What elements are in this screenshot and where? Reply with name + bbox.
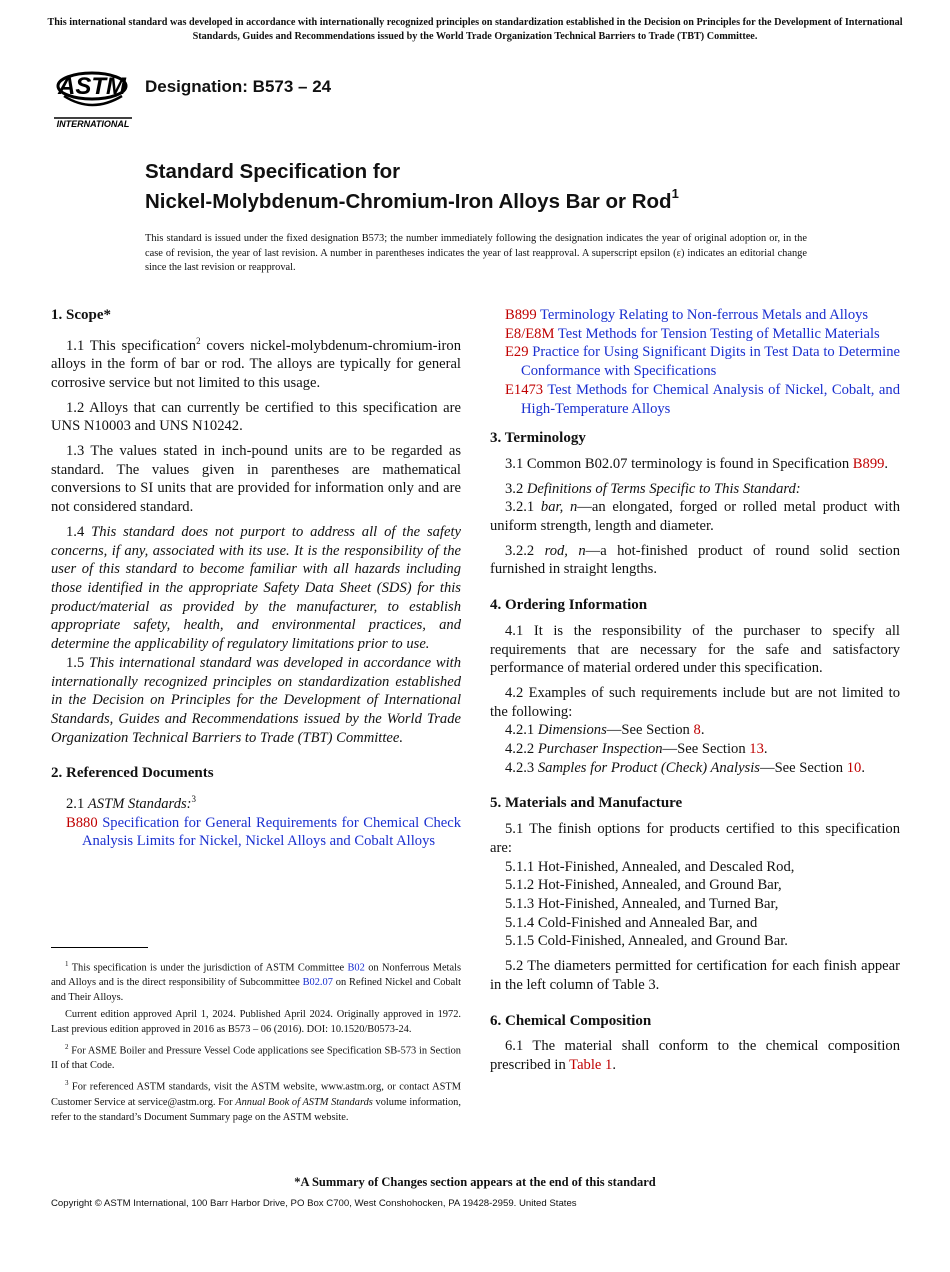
reference-item[interactable]: E1473 Test Methods for Chemical Analysis of Nickel, Cobalt, and High-Temperature Alloys xyxy=(505,381,900,417)
para-1-1: 1.1 This specification$^2$ covers nickel-molybdenum-chromium-iron alloys in the form of bar or rod. The alloys are typically for general corrosive service but not limited to this usage. xyxy=(51,335,461,391)
para-5-1: 5.1 The finish options for products certified to this specification are: xyxy=(490,821,900,856)
para-3-1: 3.1 Common B02.07 terminology is found in Specification B899. xyxy=(505,455,889,472)
footnote-1-edition: Current edition approved April 1, 2024. Published April 2024. Originally approved in 1972. Last previous edition approved in 2016 as B573 – 06 (2016). DOI: 10.1520/B0573-24. xyxy=(51,1009,461,1036)
section-6-heading: 6. Chemical Composition xyxy=(490,1012,652,1029)
table-1-link[interactable]: Table 1 xyxy=(569,1056,613,1073)
title-footnote-ref[interactable]: 1 xyxy=(671,186,679,201)
title-line-1: Standard Specification for xyxy=(145,160,401,183)
section-2-heading: 2. Referenced Documents xyxy=(51,765,214,782)
right-column xyxy=(490,306,900,1081)
document-title xyxy=(145,160,679,214)
section-1-heading: 1. Scope* xyxy=(51,307,111,323)
list-item: 5.1.2 Hot-Finished, Annealed, and Ground Bar, xyxy=(505,877,782,894)
copyright: Copyright © ASTM International, 100 Barr Harbor Drive, PO Box C700, West Conshohocken, PA 19428-2959. United States xyxy=(51,1198,577,1209)
para-4-2-1: 4.2.1 Dimensions—See Section 8. xyxy=(505,722,705,739)
para-1-3: 1.3 The values stated in inch-pound units are to be regarded as standard. The values given in parentheses are mathematical conversions to SI units that are provided for information only and are not considered standard. xyxy=(51,443,461,516)
list-item: 5.1.4 Cold-Finished and Annealed Bar, and xyxy=(505,914,758,931)
para-4-1: 4.1 It is the responsibility of the purchaser to specify all requirements that are necessary for the safe and satisfactory performance of material ordered under this specification. xyxy=(490,622,900,677)
designation: Designation: B573 – 24 xyxy=(145,77,332,96)
reference-item[interactable]: B880 Specification for General Requirements for Chemical Check Analysis Limits for Nickel, Nickel Alloys and Cobalt Alloys xyxy=(66,814,461,850)
footnote-2: $^2$ For ASME Boiler and Pressure Vessel Code applications see Specification SB-573 in Section II of that Code. xyxy=(51,1043,461,1072)
footnote-ref-2[interactable]: 2 xyxy=(196,335,201,346)
section-3-heading: 3. Terminology xyxy=(490,430,586,447)
reference-item[interactable]: E8/E8M Test Methods for Tension Testing of Metallic Materials xyxy=(505,325,880,342)
section-4-heading: 4. Ordering Information xyxy=(490,597,648,614)
logo-text: ASTM xyxy=(58,73,126,100)
para-4-2-2: 4.2.2 Purchaser Inspection—See Section 13. xyxy=(505,741,768,758)
title-line-2: Nickel-Molybdenum-Chromium-Iron Alloys Bar or Rod xyxy=(145,189,672,213)
footnote-divider xyxy=(51,947,148,948)
wto-notice: This international standard was developed in accordance with internationally recognized principles on standardization established in the Decision on Principles for the Development of International Standards, Guides and Recommendations issued by the World Trade Organization Technical Barriers to Trade (TBT) Committee. xyxy=(47,17,903,42)
para-1-5: 1.5 This international standard was developed in accordance with internationally recognized principles on standardization established in the Decision on Principles for the Development of International Standards, Guides and Recommendations issued by the World Trade Organization Technical Barriers to Trade (TBT) Committee. xyxy=(51,654,462,746)
b899-link[interactable]: B899 xyxy=(852,455,885,472)
list-item: 5.1.1 Hot-Finished, Annealed, and Descaled Rod, xyxy=(505,858,795,875)
para-3-2-1: 3.2.1 bar, n—an elongated, forged or rolled metal product with uniform strength, length and diameter. xyxy=(490,499,901,535)
section-5-heading: 5. Materials and Manufacture xyxy=(490,795,683,812)
para-3-2-2: 3.2.2 rod, n—a hot-finished product of round solid section furnished in straight lengths. xyxy=(490,542,901,578)
reference-item[interactable]: E29 Practice for Using Significant Digits in Test Data to Determine Conformance with Specifications xyxy=(505,344,900,380)
logo-subtext: INTERNATIONAL xyxy=(56,119,130,129)
para-1-4: 1.4 This standard does not purport to address all of the safety concerns, if any, associated with its use. It is the responsibility of the user of this standard to become familiar with all hazards including those identified in the appropriate Safety Data Sheet (SDS) for this product/material as provided by the manufacturer, to establish appropriate safety, health, and environmental practices, and determine the applicability of regulatory limitations prior to use. xyxy=(51,523,461,653)
subcommittee-link[interactable]: B02.07 xyxy=(302,977,333,989)
committee-link[interactable]: B02 xyxy=(347,962,365,974)
footnote-1: $^1$ This specification is under the jurisdiction of ASTM Committee B02 on Nonferrous Metals and Alloys and is the direct responsibility of Subcommittee B02.07 on Refined Nickel and Cobalt and Their Alloys. xyxy=(51,960,461,1004)
section-10-link[interactable]: 10 xyxy=(846,759,862,776)
para-6-1: 6.1 The material shall conform to the chemical composition prescribed in Table 1. xyxy=(490,1038,900,1073)
section-8-link[interactable]: 8 xyxy=(693,722,701,739)
para-4-2: 4.2 Examples of such requirements include but are not limited to the following: xyxy=(490,684,900,720)
reference-item[interactable]: B899 Terminology Relating to Non-ferrous Metals and Alloys xyxy=(505,307,869,323)
list-item: 5.1.5 Cold-Finished, Annealed, and Ground Bar. xyxy=(505,933,788,950)
summary-of-changes-note: *A Summary of Changes section appears at the end of this standard xyxy=(294,1175,656,1189)
footnote-3: $^3$ For referenced ASTM standards, visit the ASTM website, www.astm.org, or contact ASTM Customer Service at service@astm.org. For Annual Book of ASTM Standards volume information, refer to the standard’s Document Summary page on the ASTM website. xyxy=(51,1079,461,1123)
para-1-2: 1.2 Alloys that can currently be certified to this specification are UNS N10003 and UNS N10242. xyxy=(51,399,461,435)
footnotes xyxy=(51,957,461,1127)
issuance-note: This standard is issued under the fixed designation B573; the number immediately following the designation indicates the year of original adoption or, in the case of revision, the year of last revision. A number in parentheses indicates the year of last reapproval. A superscript epsilon (ε) indicates an editorial change since the last revision or reapproval. xyxy=(145,233,807,273)
astm-logo xyxy=(52,56,136,132)
finish-list xyxy=(490,858,900,952)
list-item: 5.1.3 Hot-Finished, Annealed, and Turned Bar, xyxy=(505,895,779,912)
section-13-link[interactable]: 13 xyxy=(749,741,764,758)
para-5-2: 5.2 The diameters permitted for certification for each finish appear in the left column of Table 3. xyxy=(490,958,900,993)
para-2-1: 2.1 ASTM Standards:$^3$ xyxy=(66,794,197,812)
footnote-ref-3[interactable]: 3 xyxy=(191,794,197,805)
left-column xyxy=(51,306,461,851)
para-3-2: 3.2 Definitions of Terms Specific to This Standard: xyxy=(505,480,801,497)
para-4-2-3: 4.2.3 Samples for Product (Check) Analysis—See Section 10. xyxy=(505,759,865,776)
